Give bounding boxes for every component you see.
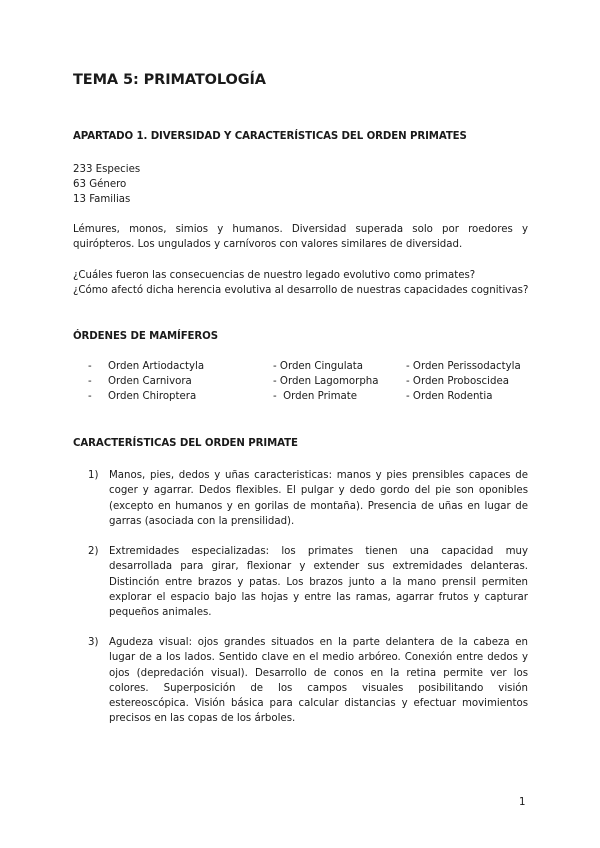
orders-column-2 (273, 359, 379, 404)
orders-column-3 (406, 359, 521, 404)
orders-heading: ÓRDENES DE MAMÍFEROS (73, 331, 218, 342)
section1-heading: APARTADO 1. DIVERSIDAD Y CARACTERÍSTICAS DEL ORDEN PRIMATES (73, 131, 467, 142)
item-text: Extremidades especializadas: los primates tienen una capacidad muy desarrollada para girar, flexionar y extender sus extremidades delanteras. Distinción entre brazos y patas. Los brazos junto a la mano prensil permiten explorar el espacio bajo las hojas y entre las ramas, agarrar frutos y capturar pequeños animales. (109, 546, 528, 619)
item-number: 2) (88, 546, 99, 557)
list-item: - Orden Chiroptera (88, 391, 197, 402)
question-2: ¿Cómo afectó dicha herencia evolutiva al desarrollo de nuestras capacidades cognitivas? (73, 285, 529, 296)
count-genus: 63 Género (73, 179, 127, 190)
diversity-paragraph: Lémures, monos, simios y humanos. Diversidad superada solo por roedores y quirópteros. Los ungulados y carnívoros con valores similares de diversidad. (73, 224, 528, 250)
list-item: - Orden Carnivora (88, 376, 192, 387)
list-item: - Orden Rodentia (406, 391, 493, 402)
questions (73, 268, 528, 298)
item-text: Agudeza visual: ojos grandes situados en la parte delantera de la cabeza en lugar de a los lados. Sentido clave en el medio arbóreo. Conexión entre dedos y ojos (depredación visual). Desarrollo de conos en la retina permite ver los colores. Superposición de los campos visuales posibilitando visión estereoscópica. Visión básica para calcular distancias y efectuar movimientos precisos en las copas de los árboles. (109, 637, 528, 725)
list-item: - Orden Primate (273, 391, 358, 402)
item-number: 3) (88, 637, 99, 648)
item-number: 1) (88, 470, 99, 481)
orders-column-1 (88, 359, 204, 404)
list-item: - Orden Perissodactyla (406, 361, 521, 372)
item-text: Manos, pies, dedos y uñas caracteristicas: manos y pies prensibles capaces de coger y agarrar. Dedos flexibles. El pulgar y dedo gordo del pie son oponibles (excepto en humanos y en gorilas de montaña). Presencia de uñas en lugar de garras (asociada con la prensilidad). (109, 470, 528, 527)
page-number: 1 (519, 797, 526, 808)
list-item: - Orden Lagomorpha (273, 376, 379, 387)
counts-list (73, 162, 140, 207)
list-item: - Orden Proboscidea (406, 376, 509, 387)
count-families: 13 Familias (73, 194, 131, 205)
count-species: 233 Especies (73, 164, 141, 175)
question-1: ¿Cuáles fueron las consecuencias de nuestro legado evolutivo como primates? (73, 270, 476, 281)
characteristics-heading: CARACTERÍSTICAS DEL ORDEN PRIMATE (73, 438, 298, 449)
list-item: - Orden Artiodactyla (88, 361, 205, 372)
list-item: - Orden Cingulata (273, 361, 364, 372)
page-title: TEMA 5: PRIMATOLOGÍA (73, 72, 266, 88)
